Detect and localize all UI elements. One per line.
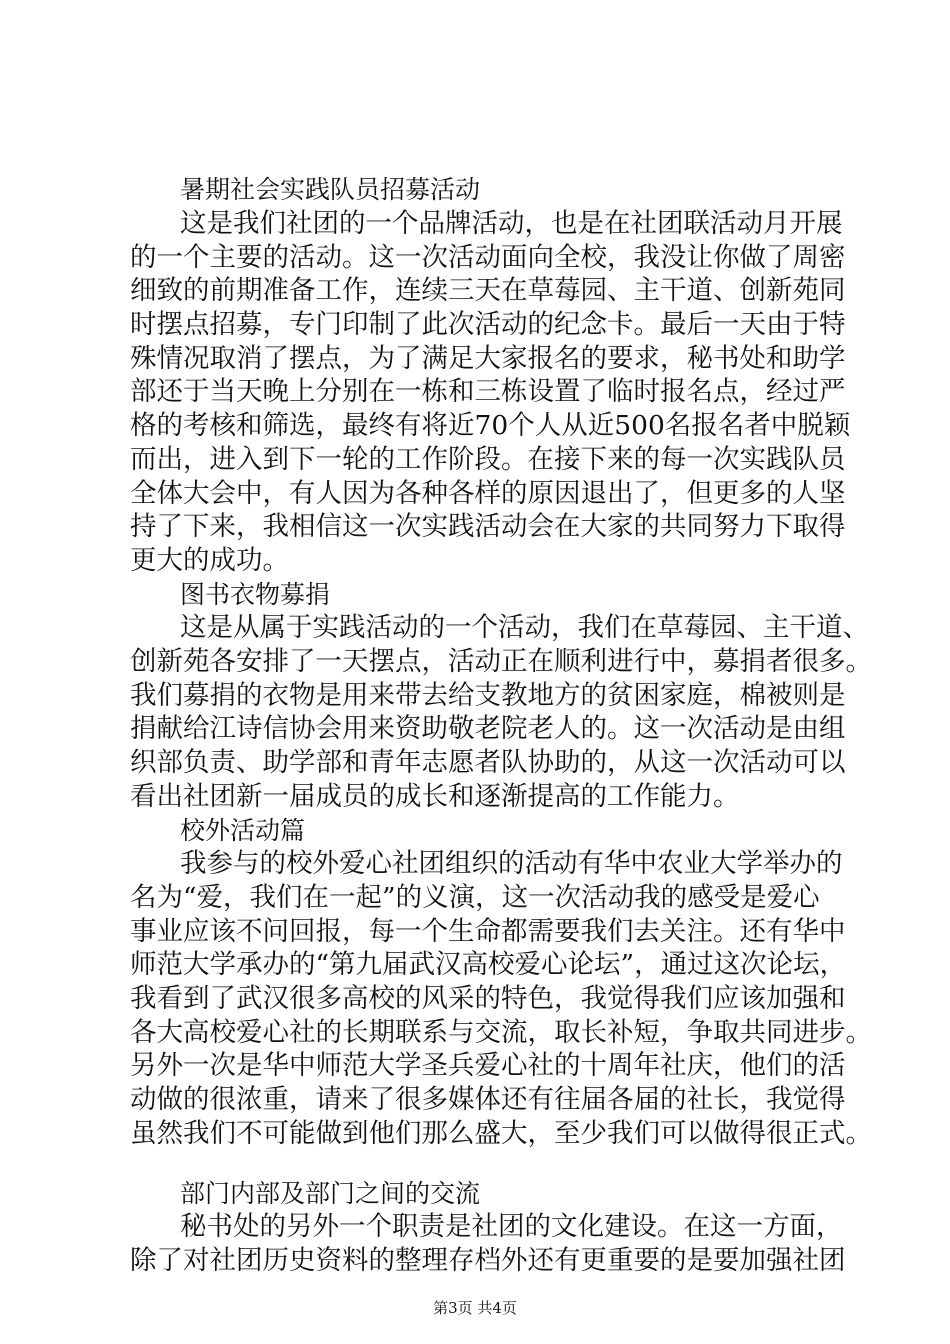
- paragraph-line: 我看到了武汉很多高校的风采的特色，我觉得我们应该加强和: [130, 983, 846, 1014]
- section-heading: 暑期社会实践队员招募活动: [180, 175, 481, 204]
- paragraph-line: 秘书处的另外一个职责是社团的文化建设。在这一方面，: [180, 1211, 843, 1242]
- paragraph-line: 创新苑各安排了一天摆点，活动正在顺利进行中，募捐者很多。: [130, 646, 872, 677]
- paragraph-line: 各大高校爱心社的长期联系与交流，取长补短，争取共同进步。: [130, 1017, 872, 1048]
- paragraph-line: 捐献给江诗信协会用来资助敬老院老人的。这一次活动是由组: [130, 713, 846, 744]
- paragraph-line: 我参与的校外爱心社团组织的活动有华中农业大学举办的: [180, 848, 843, 879]
- paragraph-line: 而出，进入到下一轮的工作阶段。在接下来的每一次实践队员: [130, 444, 846, 475]
- section-heading: 图书衣物募捐: [180, 580, 331, 609]
- paragraph-line: 动做的很浓重，请来了很多媒体还有往届各届的社长，我觉得: [130, 1084, 846, 1115]
- paragraph-line: 更大的成功。: [130, 545, 289, 576]
- section-heading: 校外活动篇: [180, 816, 306, 845]
- paragraph-line: 除了对社团历史资料的整理存档外还有更重要的是要加强社团: [130, 1245, 846, 1276]
- paragraph-line: 持了下来，我相信这一次实践活动会在大家的共同努力下取得: [130, 511, 846, 542]
- paragraph-line: 名为“爱，我们在一起”的义演，这一次活动我的感受是爱心: [130, 882, 820, 913]
- paragraph-line: 部还于当天晚上分别在一栋和三栋设置了临时报名点，经过严: [130, 376, 846, 407]
- section-heading: 部门内部及部门之间的交流: [180, 1179, 481, 1208]
- paragraph-line: 另外一次是华中师范大学圣兵爱心社的十周年社庆，他们的活: [130, 1050, 846, 1081]
- paragraph-line: 时摆点招募，专门印制了此次活动的纪念卡。最后一天由于特: [130, 309, 846, 340]
- paragraph-line: 我们募捐的衣物是用来带去给支教地方的贫困家庭，棉被则是: [130, 680, 846, 711]
- paragraph-line: 格的考核和筛选，最终有将近70个人从近500名报名者中脱颖: [130, 410, 851, 441]
- paragraph-line: 虽然我们不可能做到他们那么盛大，至少我们可以做得很正式。: [130, 1118, 872, 1149]
- paragraph-line: 全体大会中，有人因为各种各样的原因退出了，但更多的人坚: [130, 478, 846, 509]
- paragraph-line: 这是我们社团的一个品牌活动，也是在社团联活动月开展: [180, 208, 843, 239]
- paragraph-line: 的一个主要的活动。这一次活动面向全校，我没让你做了周密: [130, 242, 846, 273]
- paragraph-line: 细致的前期准备工作，连续三天在草莓园、主干道、创新苑同: [130, 275, 846, 306]
- paragraph-line: 织部负责、助学部和青年志愿者队协助的，从这一次活动可以: [130, 747, 846, 778]
- page-footer: 第3页 共4页: [433, 1299, 517, 1317]
- paragraph-line: 这是从属于实践活动的一个活动，我们在草莓园、主干道、: [180, 612, 869, 643]
- paragraph-line: 看出社团新一届成员的成长和逐渐提高的工作能力。: [130, 781, 740, 812]
- paragraph-line: 殊情况取消了摆点，为了满足大家报名的要求，秘书处和助学: [130, 343, 846, 374]
- paragraph-line: 师范大学承办的“第九届武汉高校爱心论坛”，通过这次论坛，: [130, 949, 847, 980]
- paragraph-line: 事业应该不问回报，每一个生命都需要我们去关注。还有华中: [130, 916, 846, 947]
